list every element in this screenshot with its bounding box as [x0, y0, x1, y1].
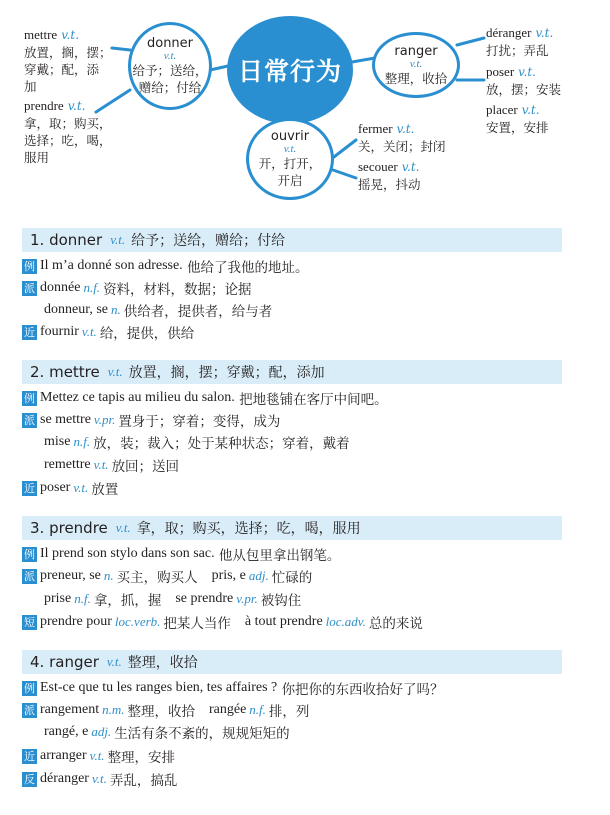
leaf-placer	[486, 101, 549, 136]
node-ranger	[372, 32, 460, 98]
node-pos: v.t.	[163, 50, 177, 62]
example-badge: 例	[24, 260, 35, 273]
derivative-pos: adj.	[91, 724, 112, 739]
node-pos: v.t.	[409, 57, 423, 70]
derivative-row	[22, 566, 312, 586]
entry-pos: v.t.	[106, 654, 122, 669]
derivative-def: 资料，材料，数据；论据	[103, 282, 252, 298]
synonym-def: 整理，安排	[107, 750, 176, 766]
derivative-word: donneur, se	[44, 302, 108, 317]
example-row	[22, 678, 444, 698]
section-header	[22, 650, 562, 674]
entry-definition: 拿，取；购买，选择；吃，喝，服用	[136, 521, 361, 537]
entry-definition: 整理，收拾	[127, 655, 198, 671]
entry-definition: 放置，搁，摆；穿戴；配，添加	[128, 365, 325, 381]
derivative-pos: n.f.	[73, 434, 91, 449]
example-french: Est-ce que tu les ranges bien, tes affaires ?	[40, 680, 278, 695]
antonym-badge: 反	[24, 773, 35, 786]
derivative-def: 被钩住	[260, 593, 302, 609]
example-chinese: 你把你的东西收拾好了吗？	[281, 682, 444, 698]
entry-headword: 3. prendre	[30, 519, 108, 537]
derivative-pos: adj.	[248, 568, 269, 583]
antonym-row	[22, 769, 177, 789]
derivative-pos: v.t.	[93, 457, 109, 472]
leaf-word: secouer	[358, 159, 398, 174]
entry-headword: 2. mettre	[30, 363, 100, 381]
derivative-def: 整理，收拾	[127, 704, 195, 720]
example-row	[22, 544, 340, 564]
leaf-secouer	[358, 158, 421, 193]
derivative-def: 排，列	[268, 704, 310, 720]
derivative-word: pris, e	[211, 568, 246, 583]
derivative-word: prise	[44, 591, 72, 606]
node-def: 整理，收拾	[384, 70, 448, 86]
example-badge: 例	[24, 548, 35, 561]
derivative-row	[22, 432, 350, 452]
node-def: 给予；送给，	[132, 63, 208, 78]
derivative-pos: v.pr.	[236, 591, 258, 606]
derivative-def: 生活有条不紊的，规规矩矩的	[114, 726, 290, 742]
leaf-word: prendre	[24, 98, 64, 113]
leaf-word: fermer	[358, 121, 393, 136]
derivative-word: rangement	[40, 702, 100, 717]
derivative-def: 放回；送回	[111, 459, 180, 475]
leaf-pos: v.t.	[518, 65, 536, 79]
entry-pos: v.t.	[110, 232, 126, 247]
leaf-word: placer	[486, 102, 518, 117]
synonym-badge: 近	[24, 326, 35, 339]
derivative-def: 供给者，提供者，给与者	[123, 304, 273, 320]
derivative-pos: n.f.	[249, 702, 266, 717]
antonym-word: déranger	[40, 771, 89, 786]
antonym-def: 弄乱，搞乱	[109, 773, 178, 789]
derivative-def: 忙碌的	[271, 570, 313, 586]
leaf-prendre	[24, 97, 112, 166]
derivative-pos: n.	[110, 302, 121, 317]
derivative-row	[22, 722, 290, 742]
synonym-pos: v.t.	[81, 324, 97, 339]
node-pos: v.t.	[283, 143, 297, 155]
derivative-row	[22, 278, 252, 298]
derivative-def: 买主，购买人	[116, 570, 198, 586]
phrase-def: 总的来说	[368, 616, 423, 632]
example-chinese: 把地毯铺在客厅中间吧。	[239, 392, 388, 408]
derivative-row	[22, 410, 280, 430]
derivative-badge: 派	[24, 282, 35, 295]
synonym-pos: v.t.	[89, 748, 105, 763]
section-header	[22, 360, 562, 384]
leaf-pos: v.t.	[535, 26, 554, 40]
phrase-pos: loc.verb.	[114, 614, 161, 629]
entry-headword: 1. donner	[30, 231, 103, 249]
derivative-def: 放，装；裁入；处于某种状态；穿着，戴着	[93, 436, 350, 452]
leaf-word: poser	[486, 64, 515, 79]
node-word: ouvrir	[270, 129, 310, 144]
leaf-def: 穿戴；配，添	[24, 62, 100, 77]
derivative-word: rangé, e	[44, 724, 89, 739]
derivative-word: preneur, se	[40, 568, 101, 583]
synonym-word: arranger	[40, 748, 87, 763]
example-badge: 例	[24, 682, 35, 695]
derivative-word: se prendre	[175, 591, 234, 606]
derivative-row	[22, 700, 309, 720]
node-word: ranger	[394, 43, 438, 59]
example-french: Il m’a donné son adresse.	[40, 258, 183, 273]
node-def: 赠给；付给	[138, 80, 202, 95]
node-def: 开启	[277, 173, 303, 188]
leaf-def: 放置，搁，摆；	[24, 45, 112, 60]
derivative-badge: 派	[24, 570, 35, 583]
entry-pos: v.t.	[107, 364, 123, 379]
entry-headword: 4. ranger	[30, 653, 99, 671]
leaf-pos: v.t.	[61, 28, 80, 42]
derivative-word: donnée	[40, 280, 81, 295]
derivative-pos: n.f.	[74, 591, 91, 606]
phrase-row	[22, 612, 423, 632]
synonym-word: poser	[40, 480, 71, 495]
example-chinese: 他给了我他的地址。	[186, 260, 309, 276]
phrase-def: 把某人当作	[163, 616, 231, 632]
leaf-def: 打扰；弄乱	[486, 43, 549, 58]
leaf-pos: v.t.	[521, 103, 540, 117]
example-badge: 例	[24, 392, 35, 405]
synonym-badge: 近	[24, 750, 35, 763]
synonym-row	[22, 478, 118, 498]
leaf-def: 选择；吃，喝，	[24, 133, 112, 148]
derivative-word: se mettre	[40, 412, 91, 427]
leaf-def: 服用	[24, 150, 50, 165]
synonym-def: 给，提供，供给	[99, 326, 195, 342]
derivative-word: remettre	[44, 457, 91, 472]
leaf-fermer	[358, 120, 446, 155]
synonym-row	[22, 322, 194, 342]
entry-pos: v.t.	[115, 520, 131, 535]
entry-definition: 给予；送给，赠给；付给	[131, 233, 286, 249]
derivative-word: rangée	[208, 702, 247, 717]
derivative-pos: n.m.	[102, 702, 125, 717]
derivative-badge: 派	[24, 704, 35, 717]
node-donner	[128, 22, 212, 110]
derivative-badge: 派	[24, 414, 35, 427]
derivative-row	[22, 589, 301, 609]
leaf-word: déranger	[486, 25, 532, 40]
leaf-def: 放，摆；安装	[486, 82, 562, 97]
leaf-pos: v.t.	[401, 160, 420, 174]
derivative-pos: n.f.	[83, 280, 101, 295]
leaf-def: 加	[24, 79, 37, 94]
synonym-def: 放置	[91, 482, 119, 498]
node-ouvrir	[246, 118, 334, 200]
derivative-pos: n.	[103, 568, 114, 583]
antonym-pos: v.t.	[91, 771, 107, 786]
derivative-word: mise	[44, 434, 71, 449]
phrase-word: prendre pour	[40, 614, 112, 629]
derivative-row	[22, 455, 179, 475]
leaf-poser	[486, 63, 561, 98]
node-word: donner	[146, 36, 194, 51]
derivative-def: 拿，抓，握	[93, 593, 162, 609]
leaf-pos: v.t.	[396, 122, 415, 136]
derivative-pos: v.pr.	[93, 412, 116, 427]
example-french: Mettez ce tapis au milieu du salon.	[40, 390, 235, 405]
example-row	[22, 256, 308, 276]
node-def: 开，打开，	[258, 156, 322, 171]
leaf-deranger	[486, 24, 553, 59]
leaf-word: mettre	[24, 27, 58, 42]
leaf-def: 拿，取；购买，	[24, 116, 112, 131]
synonym-badge: 近	[24, 482, 35, 495]
example-french: Il prend son stylo dans son sac.	[40, 546, 215, 561]
leaf-mettre	[24, 26, 112, 95]
synonym-pos: v.t.	[73, 480, 89, 495]
mindmap-center: 日常行为	[227, 16, 353, 124]
section-header	[22, 516, 562, 540]
phrase-word: à tout prendre	[244, 614, 323, 629]
example-chinese: 他从包里拿出钢笔。	[218, 548, 341, 564]
phrase-pos: loc.adv.	[325, 614, 366, 629]
example-row	[22, 388, 388, 408]
leaf-def: 安置，安排	[486, 120, 549, 135]
leaf-def: 关，关闭；封闭	[358, 139, 446, 154]
derivative-row	[22, 300, 272, 320]
synonym-word: fournir	[40, 324, 79, 339]
synonym-row	[22, 746, 175, 766]
leaf-pos: v.t.	[67, 99, 86, 113]
leaf-def: 摇晃，抖动	[358, 177, 421, 192]
section-header	[22, 228, 562, 252]
phrase-badge: 短	[24, 616, 35, 629]
derivative-def: 置身于；穿着；变得，成为	[118, 414, 281, 430]
